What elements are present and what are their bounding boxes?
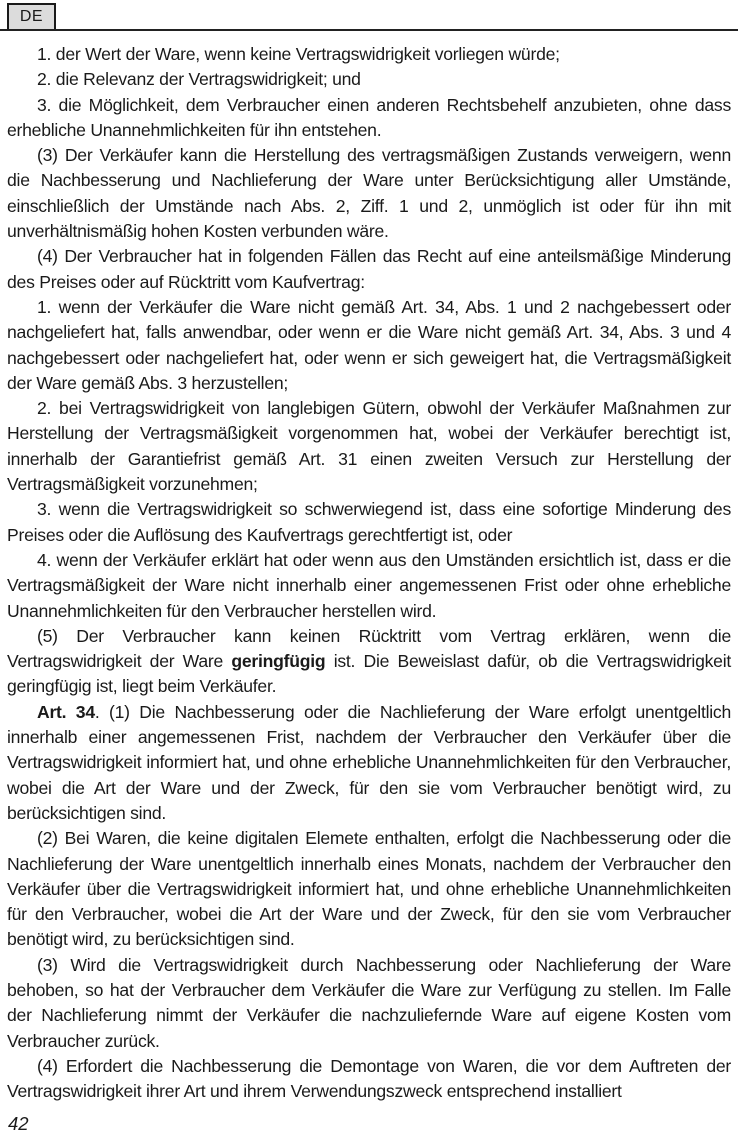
- paragraph-text: 4. wenn der Verkäufer erklärt hat oder wenn aus den Umständen ersichtlich ist, dass er die Vertragsmäßigkeit der Ware nicht innerhalb einer angemessenen Frist oder ohne erhebliche Unannehmlichkeiten für den Verbraucher herstellen wird.: [7, 549, 731, 621]
- paragraph: [7, 396, 731, 497]
- header-rule: [0, 29, 738, 31]
- page-number: 42: [8, 1113, 29, 1134]
- paragraph-text: (4) Der Verbraucher hat in folgenden Fällen das Recht auf eine anteilsmäßige Minderung des Preises oder auf Rücktritt vom Kaufvertrag:: [7, 246, 731, 292]
- paragraph-text: 1. der Wert der Ware, wenn keine Vertragswidrigkeit vorliegen würde;: [37, 44, 560, 64]
- paragraph: [7, 826, 731, 952]
- paragraph: [7, 244, 731, 295]
- emphasized-term: geringfügig: [231, 651, 326, 672]
- paragraph: [7, 1054, 731, 1105]
- paragraph: [7, 953, 731, 1054]
- paragraph-text: (2) Bei Waren, die keine digitalen Elemete enthalten, erfolgt die Nachbesserung oder die Nachlieferung der Ware unentgeltlich innerhalb eines Monats, nachdem der Verbraucher den Verkäufer über die Vertragswidrigkeit informiert hat, und ohne erhebliche Unannehmlichkeiten für den Verbraucher, wobei die Art der Ware und der Zweck, für den sie vom Verbraucher benötigt wird, zu berücksichtigen sind.: [7, 828, 731, 950]
- paragraph-text: (4) Erfordert die Nachbesserung die Demontage von Waren, die vor dem Auftreten der Vertragswidrigkeit ihrer Art und ihrem Verwendungszweck entsprechend installiert: [7, 1055, 731, 1102]
- paragraph-text: . (1) Die Nachbesserung oder die Nachlieferung der Ware erfolgt unentgeltlich innerhalb einer angemessenen Frist, nachdem der Verbraucher den Verkäufer über die Vertragswidrigkeit informiert hat, und ohne erhebliche Unannehmlichkeiten für den Verbraucher, wobei die Art der Ware und der Zweck, für den sie vom Verbraucher benötigt wird, zu berücksichtigen sind.: [7, 701, 731, 823]
- language-tab-de[interactable]: [7, 3, 56, 29]
- paragraph: [7, 624, 731, 700]
- paragraph-text: (3) Der Verkäufer kann die Herstellung des vertragsmäßigen Zustands verweigern, wenn die Nachbesserung und Nachlieferung der Ware unter Berücksichtigung aller Umstände, einschließlich der Umstände nach Abs. 2, Ziff. 1 und 2, unmöglich ist oder für ihn mit unverhältnismäßig hohen Kosten verbunden wäre.: [7, 145, 731, 242]
- paragraph-text: 3. die Möglichkeit, dem Verbraucher einen anderen Rechtsbehelf anzubieten, ohne dass erhebliche Unannehmlichkeiten für ihn entstehen.: [7, 94, 731, 140]
- paragraph-text: 1. wenn der Verkäufer die Ware nicht gemäß Art. 34, Abs. 1 und 2 nachgebessert oder nachgeliefert hat, falls anwendbar, oder wenn er die Ware nicht gemäß Art. 34, Abs. 3 und 4 nachgebessert oder nachgeliefert hat, oder wenn er sich geweigert hat, die Vertragsmäßigkeit der Ware gemäß Abs. 3 herzustellen;: [7, 296, 731, 393]
- article-number: Art. 34: [37, 701, 95, 722]
- paragraph: [7, 497, 731, 548]
- paragraph: [7, 67, 731, 92]
- paragraph-text: ist. Die Beweislast dafür, ob die Vertragswidrigkeit geringfügig ist, liegt beim Verkäufer.: [7, 651, 731, 697]
- paragraph: [7, 42, 731, 67]
- paragraph: [7, 548, 731, 624]
- paragraph: [7, 93, 731, 144]
- paragraph-text: (3) Wird die Vertragswidrigkeit durch Nachbesserung oder Nachlieferung der Ware behoben, so hat der Verbraucher dem Verkäufer die Ware zur Verfügung zu stellen. Im Falle der Nachlieferung nimmt der Verkäufer die nachzuliefernde Ware auf eigene Kosten vom Verbraucher zurück.: [7, 954, 731, 1051]
- language-tab-label: DE: [19, 8, 44, 25]
- paragraph: [7, 295, 731, 396]
- paragraph-text: 2. die Relevanz der Vertragswidrigkeit; und: [37, 69, 361, 90]
- paragraph: [7, 143, 731, 244]
- paragraph-text: (5) Der Verbraucher kann keinen Rücktritt vom Vertrag erklären, wenn die Vertragswidrigkeit der Ware: [7, 625, 731, 672]
- paragraph-text: 3. wenn die Vertragswidrigkeit so schwerwiegend ist, dass eine sofortige Minderung des Preises oder die Auflösung des Kaufvertrags gerechtfertigt ist, oder: [7, 499, 731, 545]
- paragraph-text: 2. bei Vertragswidrigkeit von langlebigen Gütern, obwohl der Verkäufer Maßnahmen zur Herstellung der Vertragsmäßigkeit vorgenommen hat, wobei der Verkäufer berechtigt ist, innerhalb der Garantiefrist gemäß Art. 31 einen zweiten Versuch zur Herstellung der Vertragsmäßigkeit vorzunehmen;: [7, 398, 731, 495]
- paragraph: [7, 700, 731, 826]
- document-body: [7, 42, 731, 1104]
